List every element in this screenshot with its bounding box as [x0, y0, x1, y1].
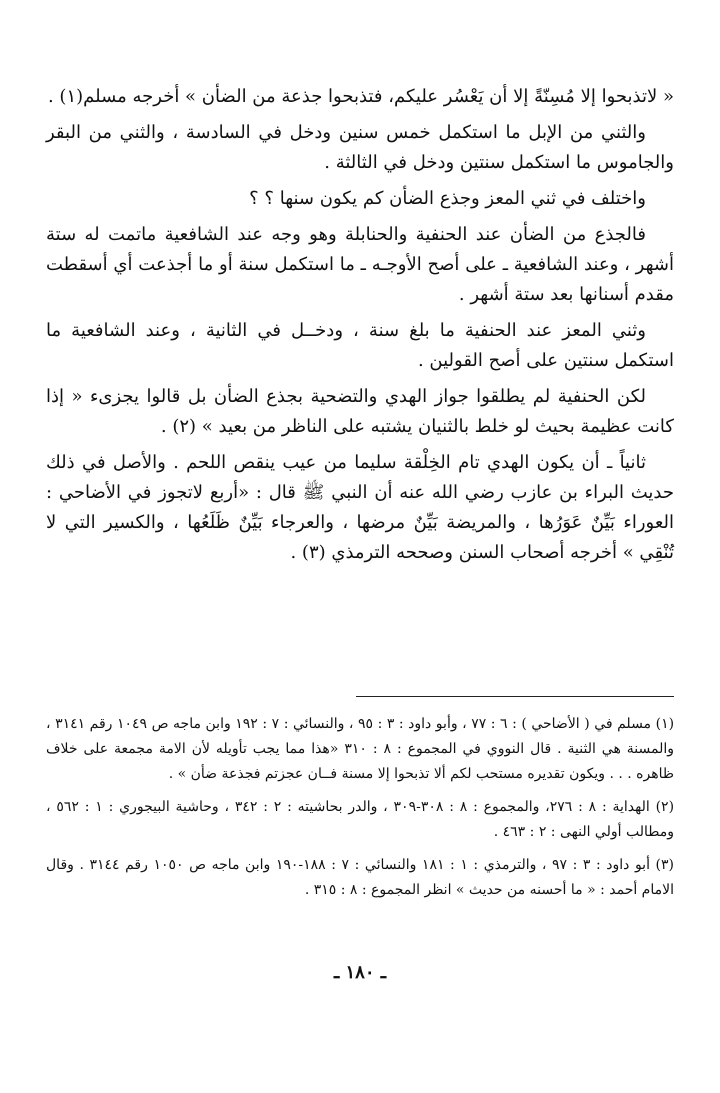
paragraph-3: واختلف في ثني المعز وجذع الضأن كم يكون سنها ؟ ؟	[249, 188, 646, 209]
footnote-1: (١) مسلم في ( الأضاحي ) : ٦ : ٧٧ ، وأبو داود : ٣ : ٩٥ ، والنسائي : ٧ : ١٩٢ وابن ماجه ص ١٠٤٩ رقم ٣١٤١ ، والمسنة هي الثنية . قال النووي في المجموع : ٨ : ٣١٠ «هذا مما يجب تأويله لأن الامة مجمعة على خلاف ظاهره . . . ويكون تقديره مستحب لكم ألا تذبحوا إلا مسنة فــان عجزتم فجذعة ضأن » .	[46, 716, 675, 782]
paragraph-6: لكن الحنفية لم يطلقوا جواز الهدي والتضحية بجذع الضأن بل قالوا يجزىء « إذا كانت عظيمة بحيث لو خلط بالثنيان يشتبه على الناظر من بعيد » (٢) .	[46, 386, 674, 437]
main-text	[46, 82, 674, 574]
paragraph-5: وثني المعز عند الحنفية ما بلغ سنة ، ودخــل في الثانية ، وعند الشافعية ما استكمل سنتين على أصح القولين .	[46, 320, 674, 371]
footnote-divider	[356, 696, 674, 697]
footnote-3: (٣) أبو داود : ٣ : ٩٧ ، والترمذي : ١ : ١٨١ والنسائي : ٧ : ١٨٨-١٩٠ وابن ماجه ص ١٠٥٠ رقم ٣١٤٤ . وقال الامام أحمد : « ما أحسنه من حديث » انظر المجموع : ٨ : ٣١٥ .	[46, 857, 674, 898]
footnote-2: (٢) الهداية : ٨ : ٢٧٦، والمجموع : ٨ : ٣٠٨-٣٠٩ ، والدر بحاشيته : ٢ : ٣٤٢ ، وحاشية البيجوري : ١ : ٥٦٢ ، ومطالب أولي النهى : ٢ : ٤٦٣ .	[46, 799, 675, 840]
paragraph-7: ثانياً ـ أن يكون الهدي تام الخِلْقة سليما من عيب ينقص اللحم . والأصل في ذلك حديث البراء بن عازب رضي الله عنه أن النبي ﷺ قال : «أربع لاتجوز في الأضاحي : العوراء بَيِّنٌ عَوَرُها ، والمريضة بَيِّنٌ مرضها ، والعرجاء بَيِّنٌ ظَلَعُها ، والكسير التي لا تُنْقِي » أخرجه أصحاب السنن وصححه الترمذي (٣) .	[46, 452, 674, 563]
paragraph-2: والثني من الإبل ما استكمل خمس سنين ودخل في السادسة ، والثني من البقر والجاموس ما استكمل سنتين ودخل في الثالثة .	[46, 122, 674, 173]
paragraph-1: « لاتذبحوا إلا مُسِنّةً إلا أن يَعْسُر عليكم، فتذبحوا جذعة من الضأن » أخرجه مسلم(١) .	[47, 86, 674, 107]
paragraph-4: فالجذع من الضأن عند الحنفية والحنابلة وهو وجه عند الشافعية ماتمت له ستة أشهر ، وعند الشافعية ـ على أصح الأوجـه ـ ما استكمل سنة أو ما أجذعت أي أسقطت مقدم أسنانها بعد ستة أشهر .	[46, 224, 674, 305]
footnotes	[46, 712, 674, 911]
page-number: ـ ١٨٠ ـ	[333, 962, 387, 983]
